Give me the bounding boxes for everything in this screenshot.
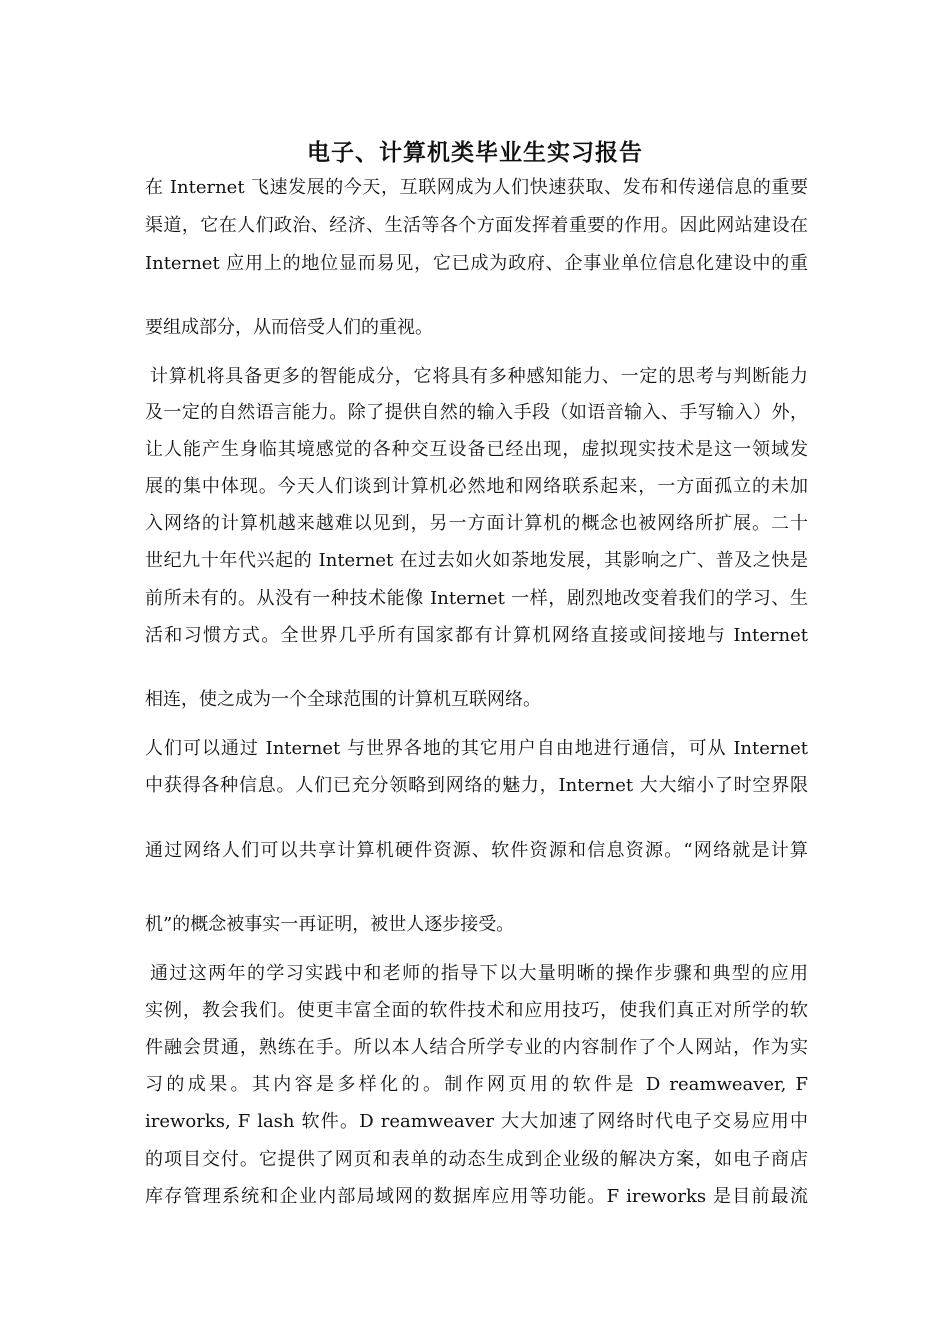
paragraph-4-line-3: 件融会贯通，熟练在手。所以本人结合所学专业的内容制作了个人网站，作为实	[145, 1037, 808, 1058]
paragraph-1-line-1: 在 Internet 飞速发展的今天，互联网成为人们快速获取、发布和传递信息的重要	[145, 177, 808, 198]
paragraph-2-line-3: 让人能产生身临其境感觉的各种交互设备已经出现，虚拟现实技术是这一领域发	[145, 439, 808, 460]
paragraph-2-line-9: 相连，使之成为一个全球范围的计算机互联网络。	[145, 689, 541, 710]
paragraph-1-line-2: 渠道，它在人们政治、经济、生活等各个方面发挥着重要的作用。因此网站建设在	[145, 215, 808, 236]
paragraph-1-line-4: 要组成部分，从而倍受人们的重视。	[145, 317, 433, 338]
paragraph-4-line-1: 通过这两年的学习实践中和老师的指导下以大量明晰的操作步骤和典型的应用	[150, 963, 808, 984]
paragraph-4-line-6: 的项目交付。它提供了网页和表单的动态生成到企业级的解决方案，如电子商店	[145, 1149, 808, 1170]
document-title: 电子、计算机类毕业生实习报告	[307, 139, 643, 166]
paragraph-3-line-4: 机”的概念被事实一再证明，被世人逐步接受。	[145, 914, 515, 935]
paragraph-2-line-4: 展的集中体现。今天人们谈到计算机必然地和网络联系起来，一方面孤立的未加	[145, 476, 808, 497]
paragraph-2-line-2: 及一定的自然语言能力。除了提供自然的输入手段（如语音输入、手写输入）外，	[145, 402, 808, 423]
paragraph-4-line-5: ireworks, F lash 软件。D reamweaver 大大加速了网络时代电子交易应用中	[145, 1111, 808, 1132]
paragraph-2-line-7: 前所未有的。从没有一种技术能像 Internet 一样，剧烈地改变着我们的学习、生	[145, 588, 808, 609]
paragraph-3-line-1: 人们可以通过 Internet 与世界各地的其它用户自由地进行通信，可从 Internet	[145, 738, 808, 759]
paragraph-3-line-2: 中获得各种信息。人们已充分领略到网络的魅力，Internet 大大缩小了时空界限	[145, 775, 808, 796]
paragraph-3-line-3: 通过网络人们可以共享计算机硬件资源、软件资源和信息资源。“网络就是计算	[145, 840, 808, 861]
paragraph-4-line-2: 实例，教会我们。使更丰富全面的软件技术和应用技巧，使我们真正对所学的软	[145, 1000, 808, 1021]
paragraph-1-line-3: Internet 应用上的地位显而易见，它已成为政府、企事业单位信息化建设中的重	[145, 253, 808, 274]
paragraph-2-line-5: 入网络的计算机越来越难以见到，另一方面计算机的概念也被网络所扩展。二十	[145, 513, 808, 534]
paragraph-2-line-8: 活和习惯方式。全世界几乎所有国家都有计算机网络直接或间接地与 Internet	[145, 625, 808, 646]
paragraph-2-line-1: 计算机将具备更多的智能成分，它将具有多种感知能力、一定的思考与判断能力	[150, 366, 808, 387]
paragraph-2-line-6: 世纪九十年代兴起的 Internet 在过去如火如荼地发展，其影响之广、普及之快是	[145, 550, 808, 571]
paragraph-4-line-7: 库存管理系统和企业内部局域网的数据库应用等功能。F ireworks 是目前最流	[145, 1186, 808, 1207]
paragraph-4-line-4: 习的成果。其内容是多样化的。制作网页用的软件是 D reamweaver, F	[145, 1074, 808, 1095]
